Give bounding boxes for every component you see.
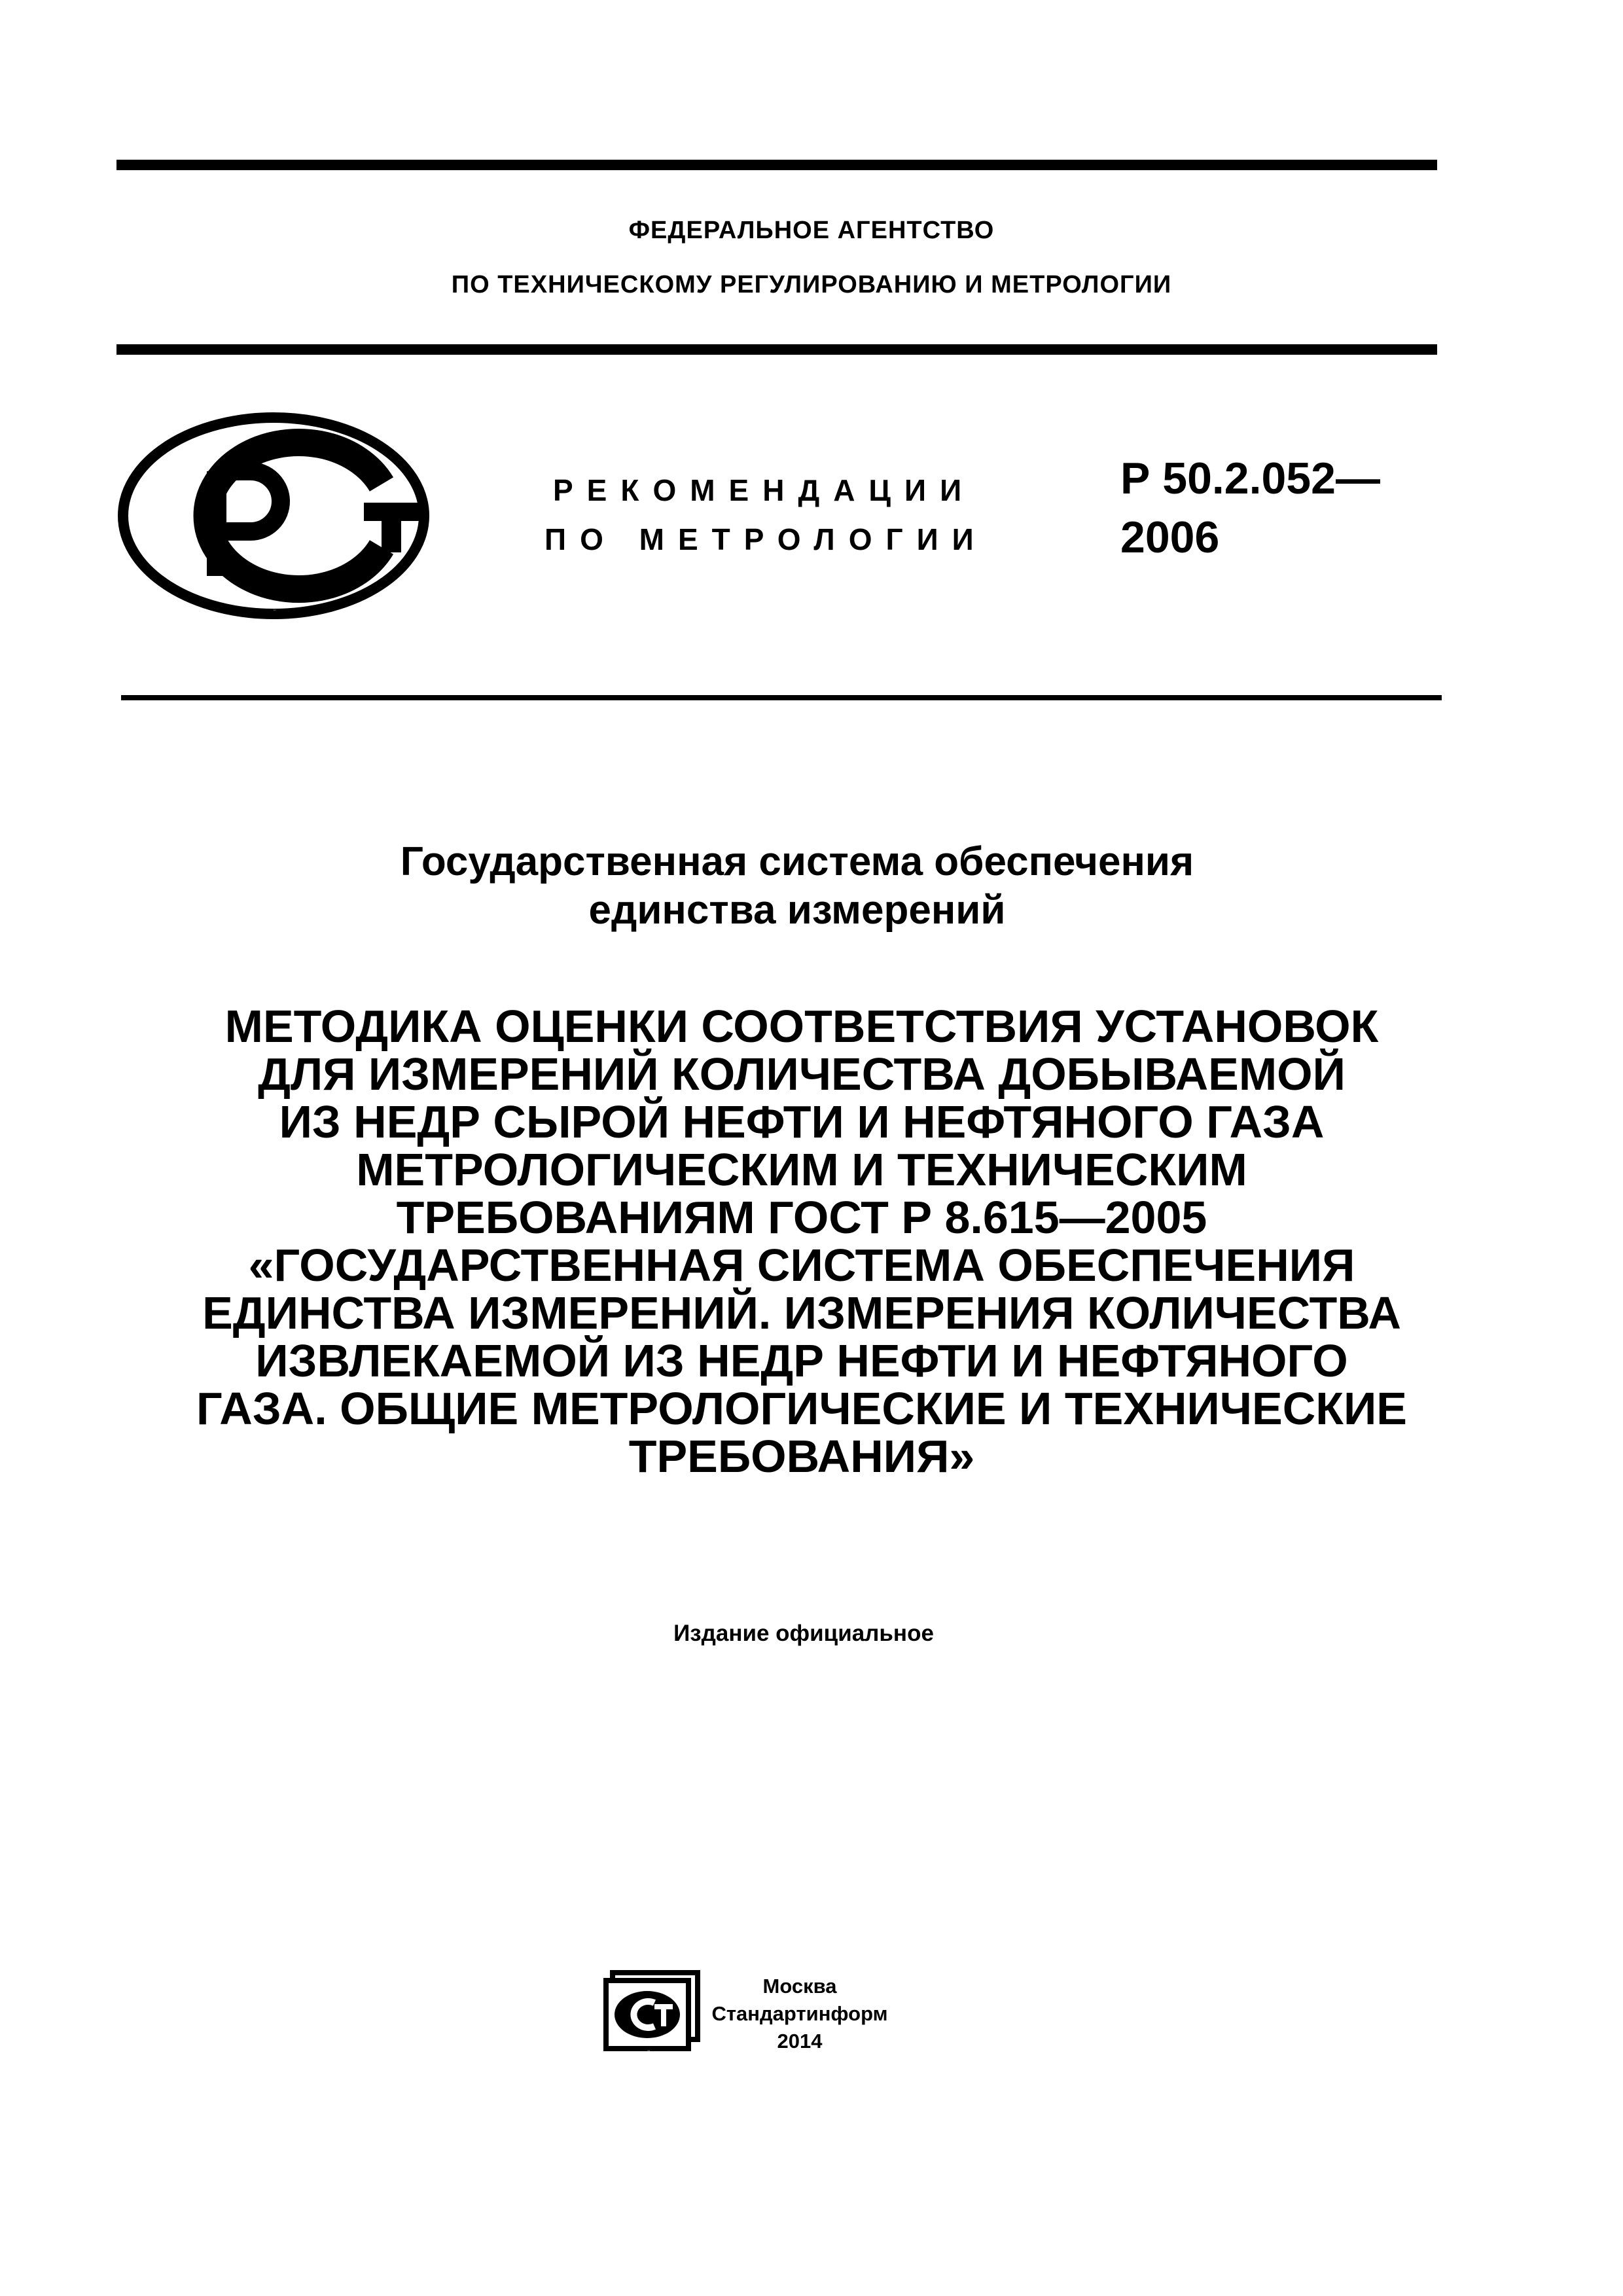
agency-line-1: ФЕДЕРАЛЬНОЕ АГЕНТСТВО [628, 217, 995, 244]
main-title-line: ТРЕБОВАНИЯ» [628, 1431, 975, 1482]
main-title-line: ИЗ НЕДР СЫРОЙ НЕФТИ И НЕФТЯНОГО ГАЗА [279, 1096, 1325, 1147]
imprint [695, 1973, 904, 2055]
main-title-line: ДЛЯ ИЗМЕРЕНИЙ КОЛИЧЕСТВА ДОБЫВАЕМОЙ [258, 1049, 1346, 1100]
doc-type-line-2: ПО МЕТРОЛОГИИ [544, 522, 988, 556]
publisher-name: Стандартинформ [711, 2002, 888, 2025]
main-title-line: МЕТРОЛОГИЧЕСКИМ И ТЕХНИЧЕСКИМ [356, 1144, 1247, 1195]
main-title-line: ГАЗА. ОБЩИЕ МЕТРОЛОГИЧЕСКИЕ И ТЕХНИЧЕСКИЕ [196, 1383, 1407, 1434]
publication-year: 2014 [777, 2030, 823, 2053]
main-title-line: ТРЕБОВАНИЯМ ГОСТ Р 8.615—2005 [396, 1192, 1207, 1243]
designation-line-1: Р 50.2.052— [1120, 454, 1380, 503]
publisher-city: Москва [762, 1975, 837, 1998]
subtitle-line-1: Государственная система обеспечения [400, 839, 1194, 884]
agency-bottom-rule [116, 344, 1437, 355]
standartinform-logo-icon [603, 1970, 702, 2053]
doc-type-line-1: РЕКОМЕНДАЦИИ [553, 473, 976, 507]
subtitle [0, 838, 1609, 935]
sti-logo-text: СТИ [647, 2051, 651, 2052]
agency-line-2: ПО ТЕХНИЧЕСКОМУ РЕГУЛИРОВАНИЮ И МЕТРОЛОГИИ [451, 271, 1172, 298]
rst-logo-text: РСТ [274, 610, 276, 611]
main-title-line: МЕТОДИКА ОЦЕНКИ СООТВЕТСТВИЯ УСТАНОВОК [224, 1001, 1379, 1052]
edition-label: Издание официальное [673, 1621, 934, 1646]
designation-line-2: 2006 [1120, 512, 1220, 562]
main-title [0, 1003, 1613, 1480]
rst-certification-mark-icon [116, 411, 431, 620]
main-title-line: «ГОСУДАРСТВЕННАЯ СИСТЕМА ОБЕСПЕЧЕНИЯ [248, 1240, 1355, 1291]
top-rule [116, 160, 1437, 170]
main-title-line: ЕДИНСТВА ИЗМЕРЕНИЙ. ИЗМЕРЕНИЯ КОЛИЧЕСТВА [202, 1287, 1401, 1338]
section-rule [121, 695, 1442, 700]
main-title-line: ИЗВЛЕКАЕМОЙ ИЗ НЕДР НЕФТИ И НЕФТЯНОГО [255, 1335, 1348, 1386]
subtitle-line-2: единства измерений [588, 888, 1006, 933]
